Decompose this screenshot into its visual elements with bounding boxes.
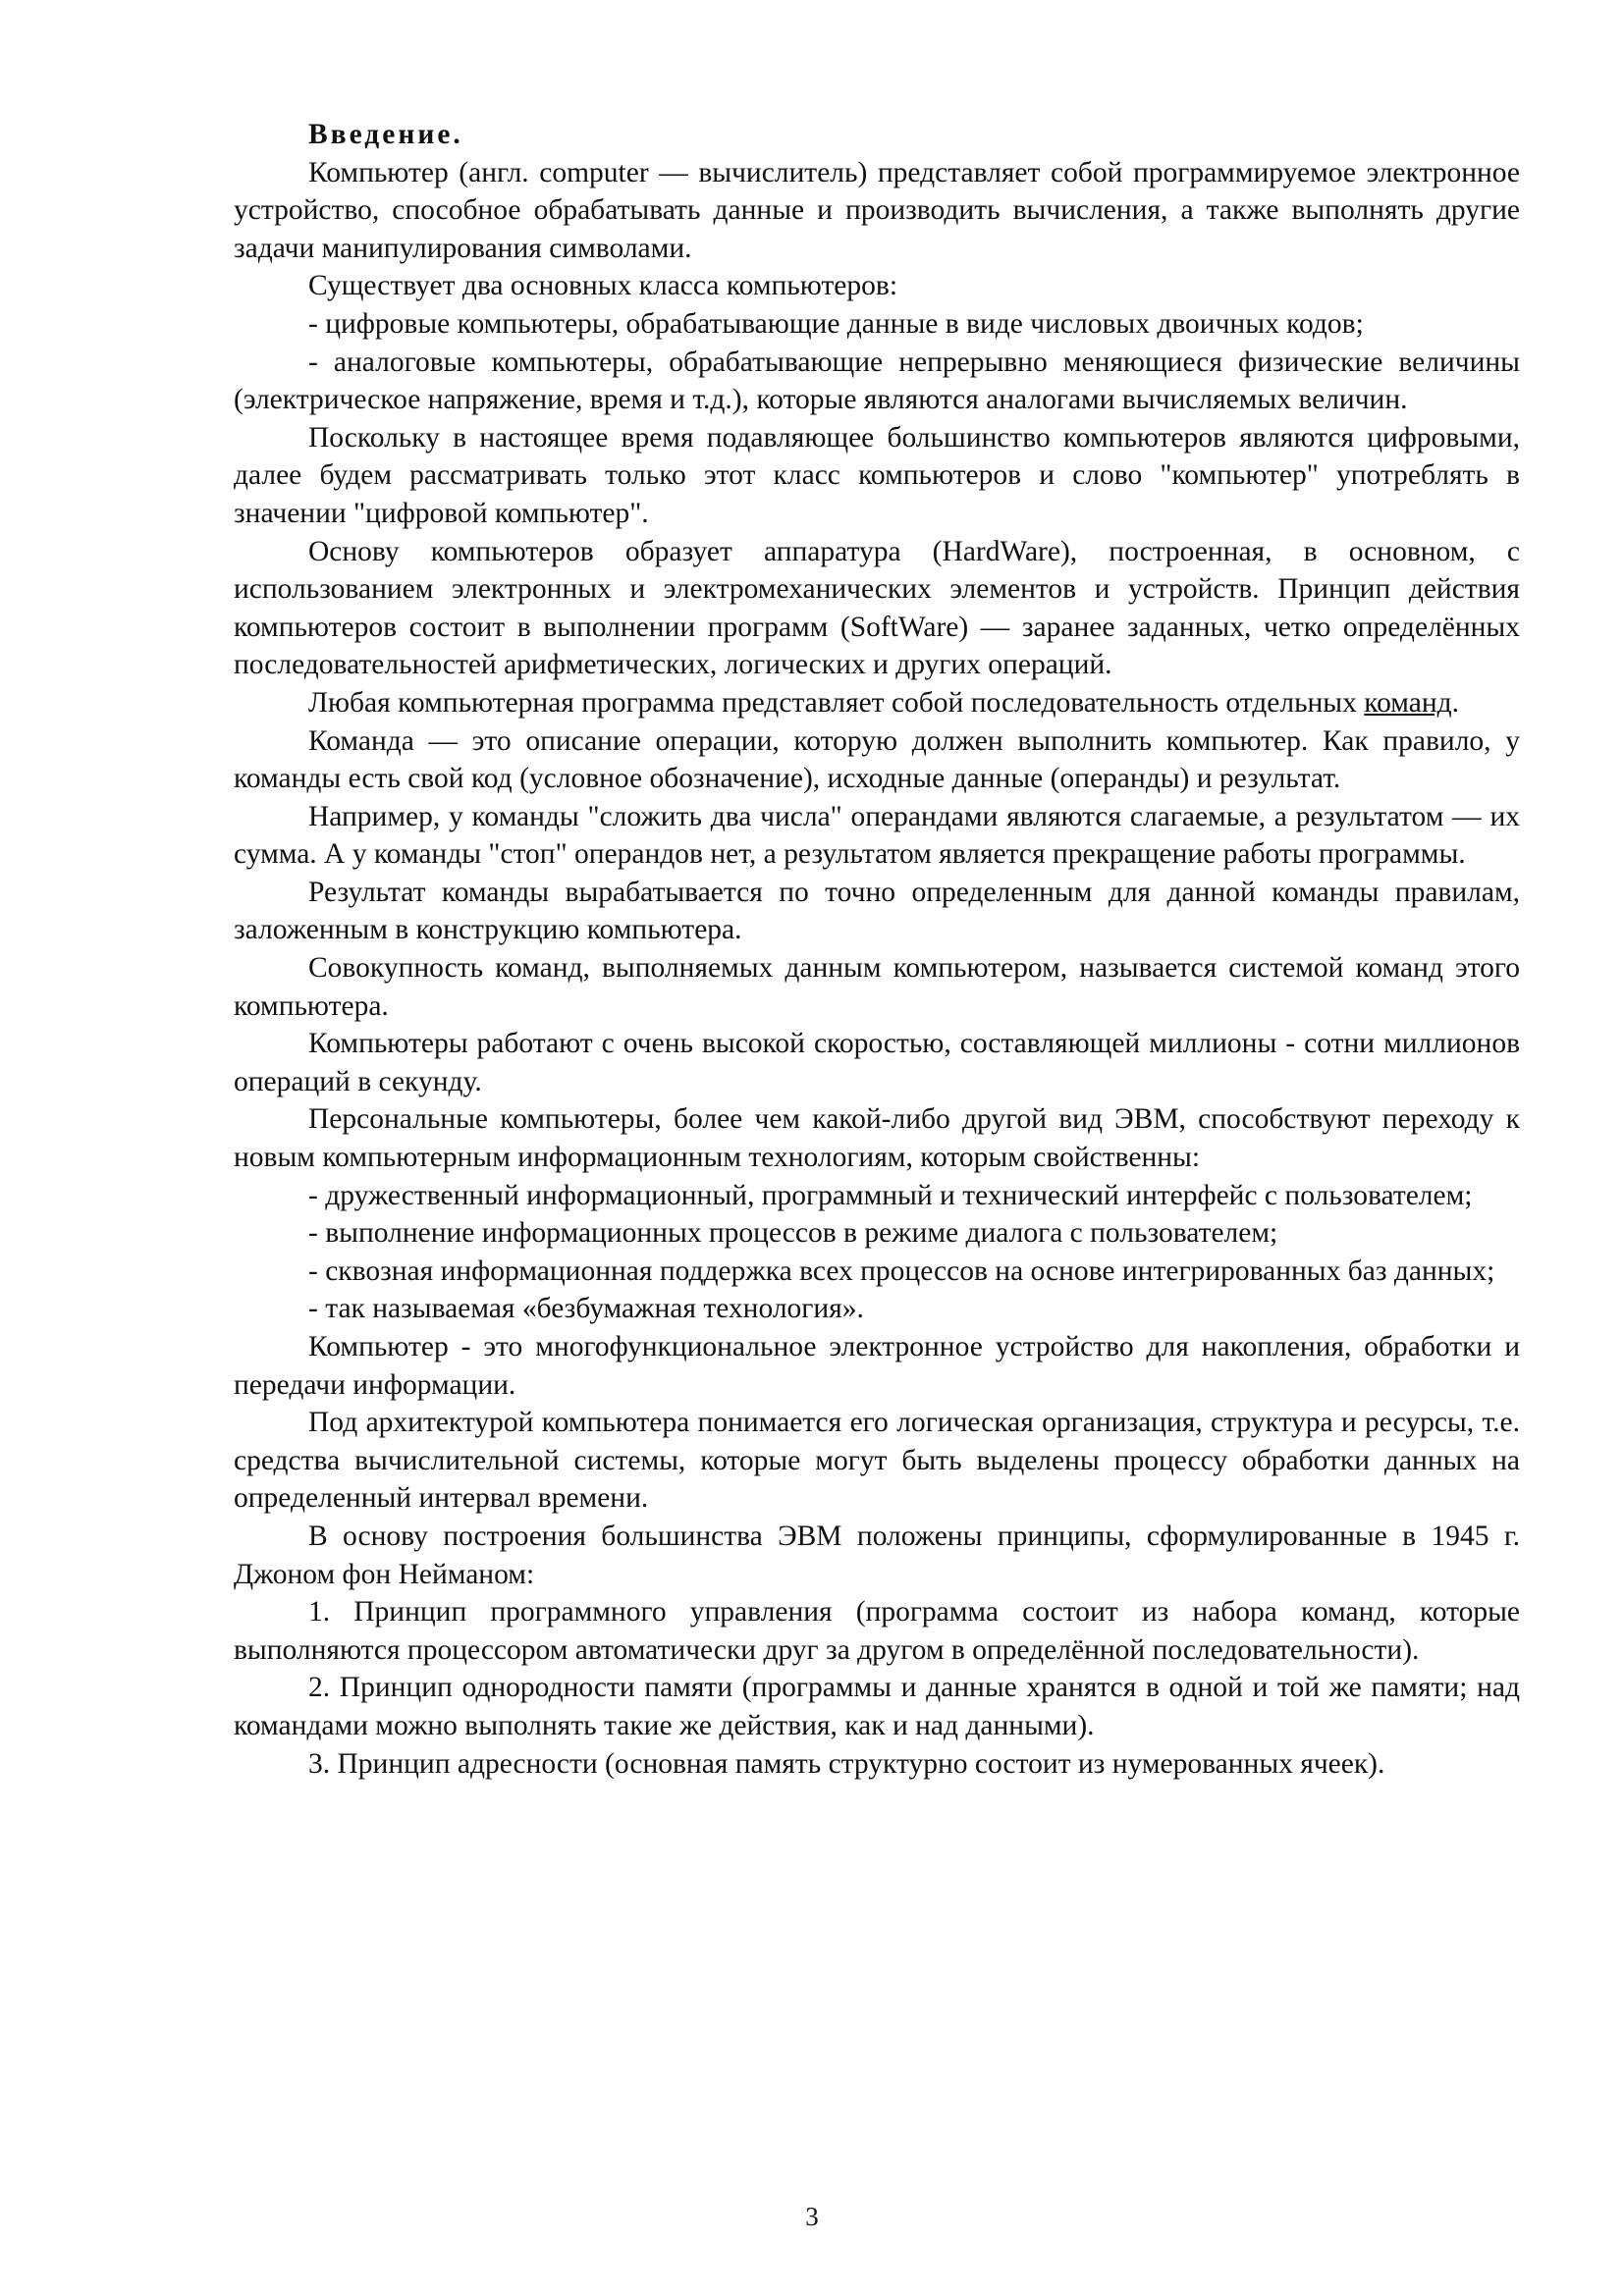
page-number: 3 <box>805 2202 819 2231</box>
list-item-dialog: - выполнение информационных процессов в режиме диалога с пользователем; <box>308 1217 1278 1250</box>
paragraph-multifunctional: Компьютер - это многофункциональное электронное устройство для накопления, обработки и передачи информации. <box>234 1331 1520 1401</box>
list-item-digital: - цифровые компьютеры, обрабатывающие данные в виде числовых двоичных кодов; <box>308 307 1364 340</box>
principle-memory-homogeneity: 2. Принцип однородности памяти (программы и данные хранятся в одной и той же памяти; над командами можно выполнять такие же действия, как и над данными). <box>234 1672 1520 1741</box>
paragraph-von-neumann: В основу построения большинства ЭВМ положены принципы, сформулированные в 1945 г. Джоном фон Нейманом: <box>234 1520 1520 1590</box>
list-item-databases: - сквозная информационная поддержка всех процессов на основе интегрированных баз данных; <box>308 1255 1495 1287</box>
text-segment: . <box>1451 686 1460 719</box>
principle-program-control: 1. Принцип программного управления (программа состоит из набора команд, которые выполняются процессором автоматически друг за другом в определённой последовательности). <box>234 1596 1520 1666</box>
paragraph-command-example: Например, у команды "сложить два числа" операндами являются слагаемые, а результатом — их сумма. А у команды "стоп" операндов нет, а результатом является прекращение работы программы. <box>234 800 1520 871</box>
section-title: Введение. <box>308 119 463 150</box>
principle-addressing: 3. Принцип адресности (основная память структурно состоит из нумерованных ячеек). <box>308 1747 1385 1780</box>
document-page <box>234 116 1520 1783</box>
paragraph-personal-computers: Персональные компьютеры, более чем какой-либо другой вид ЭВМ, способствуют переходу к новым компьютерным информационным технологиям, которым свойственны: <box>234 1103 1520 1174</box>
paragraph-classes-intro: Существует два основных класса компьютеров: <box>308 270 898 302</box>
paragraph-speed: Компьютеры работают с очень высокой скоростью, составляющей миллионы - сотни миллионов операций в секунду. <box>234 1028 1520 1097</box>
list-item-paperless: - так называемая «безбумажная технология». <box>308 1293 864 1325</box>
list-item-interface: - дружественный информационный, программный и технический интерфейс с пользователем; <box>308 1179 1473 1211</box>
paragraph-digital-focus: Поскольку в настоящее время подавляющее большинство компьютеров являются цифровыми, далее будем рассматривать только этот класс компьютеров и слово "компьютер" употреблять в значении "цифровой компьютер". <box>234 421 1520 529</box>
paragraph-command-result: Результат команды вырабатывается по точно определенным для данной команды правилам, заложенным в конструкцию компьютера. <box>234 876 1520 946</box>
text-segment: Любая компьютерная программа представляет собой последовательность отдельных <box>308 686 1365 719</box>
paragraph-command-definition: Команда — это описание операции, которую должен выполнить компьютер. Как правило, у команды есть свой код (условное обозначение), исходные данные (операнды) и результат. <box>234 724 1520 795</box>
paragraph-hardware-software: Основу компьютеров образует аппаратура (HardWare), построенная, в основном, с использованием электронных и электромеханических элементов и устройств. Принцип действия компьютеров состоит в выполнении программ (SoftWare) — заранее заданных, четко определённых последовательностей арифметических, логических и других операций. <box>234 535 1520 681</box>
paragraph-computer-definition: Компьютер (англ. computer — вычислитель) представляет собой программируемое электронное устройство, способное обрабатывать данные и производить вычисления, а также выполнять другие задачи манипулирования символами. <box>234 156 1520 264</box>
paragraph-program-commands <box>234 684 1520 722</box>
paragraph-instruction-set: Совокупность команд, выполняемых данным компьютером, называется системой команд этого компьютера. <box>234 952 1520 1022</box>
underlined-term: команд <box>1364 686 1452 719</box>
paragraph-architecture: Под архитектурой компьютера понимается его логическая организация, структура и ресурсы, т.е. средства вычислительной системы, которые могут быть выделены процессу обработки данных на определенный интервал времени. <box>234 1407 1520 1515</box>
list-item-analog: - аналоговые компьютеры, обрабатывающие непрерывно меняющиеся физические величины (электрическое напряжение, время и т.д.), которые являются аналогами вычисляемых величин. <box>234 346 1520 416</box>
